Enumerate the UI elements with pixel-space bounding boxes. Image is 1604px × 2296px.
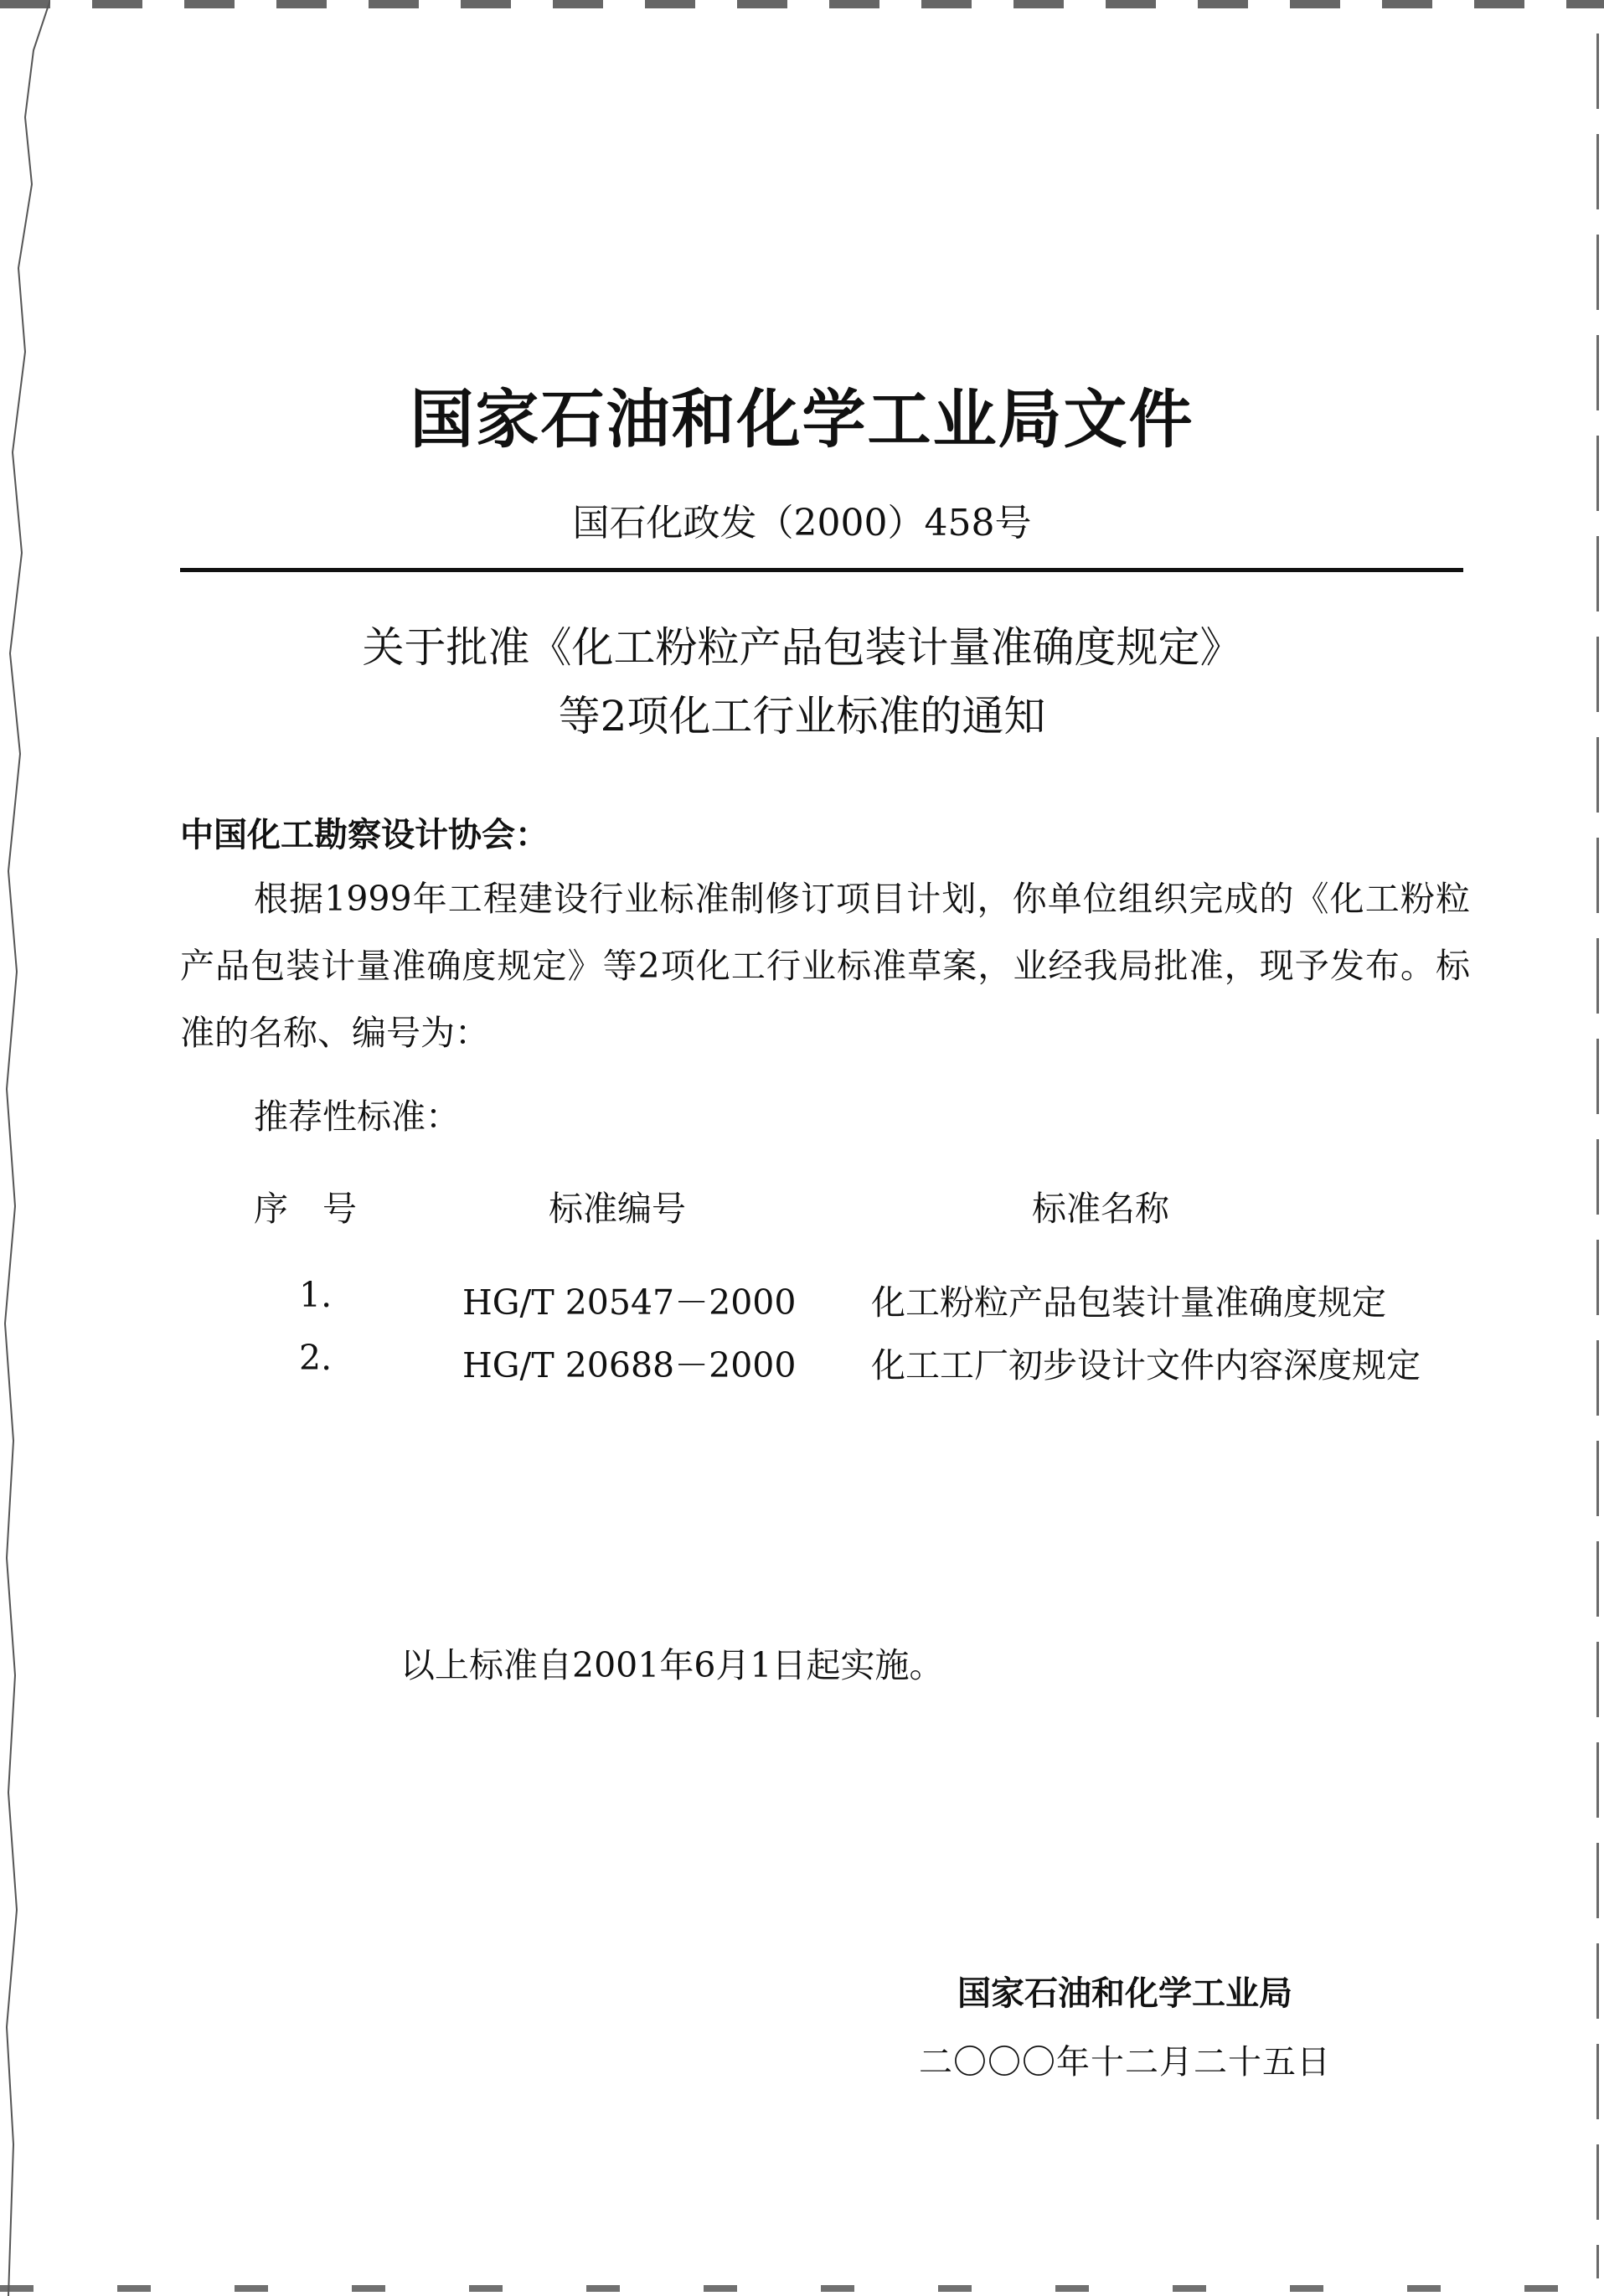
row-standard-name: 化工粉粒产品包装计量准确度规定: [871, 1282, 1386, 1323]
scan-edge-left: [0, 0, 50, 2296]
row-standard-name: 化工工厂初步设计文件内容深度规定: [871, 1345, 1421, 1385]
header-code: 标准编号: [549, 1189, 686, 1229]
addressee: 中国化工勘察设计协会：: [180, 816, 549, 854]
scan-edge-top: [0, 0, 1604, 8]
issuer-name: 国家石油和化学工业局: [957, 1974, 1292, 2013]
document-number: 国石化政发（2000）458号: [572, 502, 1032, 544]
body-paragraph: 根据1999年工程建设行业标准制修订项目计划，你单位组织完成的《化工粉粒产品包装计量准确度规定》等2项化工行业标准草案，业经我局批准，现予发布。标准的名称、编号为：: [180, 879, 1470, 1053]
issue-date: 二〇〇〇年十二月二十五日: [919, 2043, 1331, 2082]
row-number: 2.: [299, 1338, 333, 1378]
document-title: 国家石油和化学工业局文件: [410, 382, 1194, 457]
row-standard-code: HG/T 20688－2000: [462, 1345, 797, 1385]
notice-title-line1: 关于批准《化工粉粒产品包装计量准确度规定》: [362, 623, 1242, 672]
recommended-standards-label: 推荐性标准：: [254, 1096, 460, 1137]
notice-title-line2: 等2项化工行业标准的通知: [558, 692, 1046, 740]
title-divider: [180, 568, 1463, 572]
effective-date: 以上标准自2001年6月1日起实施。: [400, 1645, 944, 1685]
scan-edge-bottom: [0, 2285, 1604, 2292]
row-number: 1.: [299, 1275, 333, 1315]
row-standard-code: HG/T 20547－2000: [462, 1282, 797, 1323]
header-seq: 序 号: [254, 1189, 357, 1229]
header-name: 标准名称: [1032, 1189, 1169, 1229]
